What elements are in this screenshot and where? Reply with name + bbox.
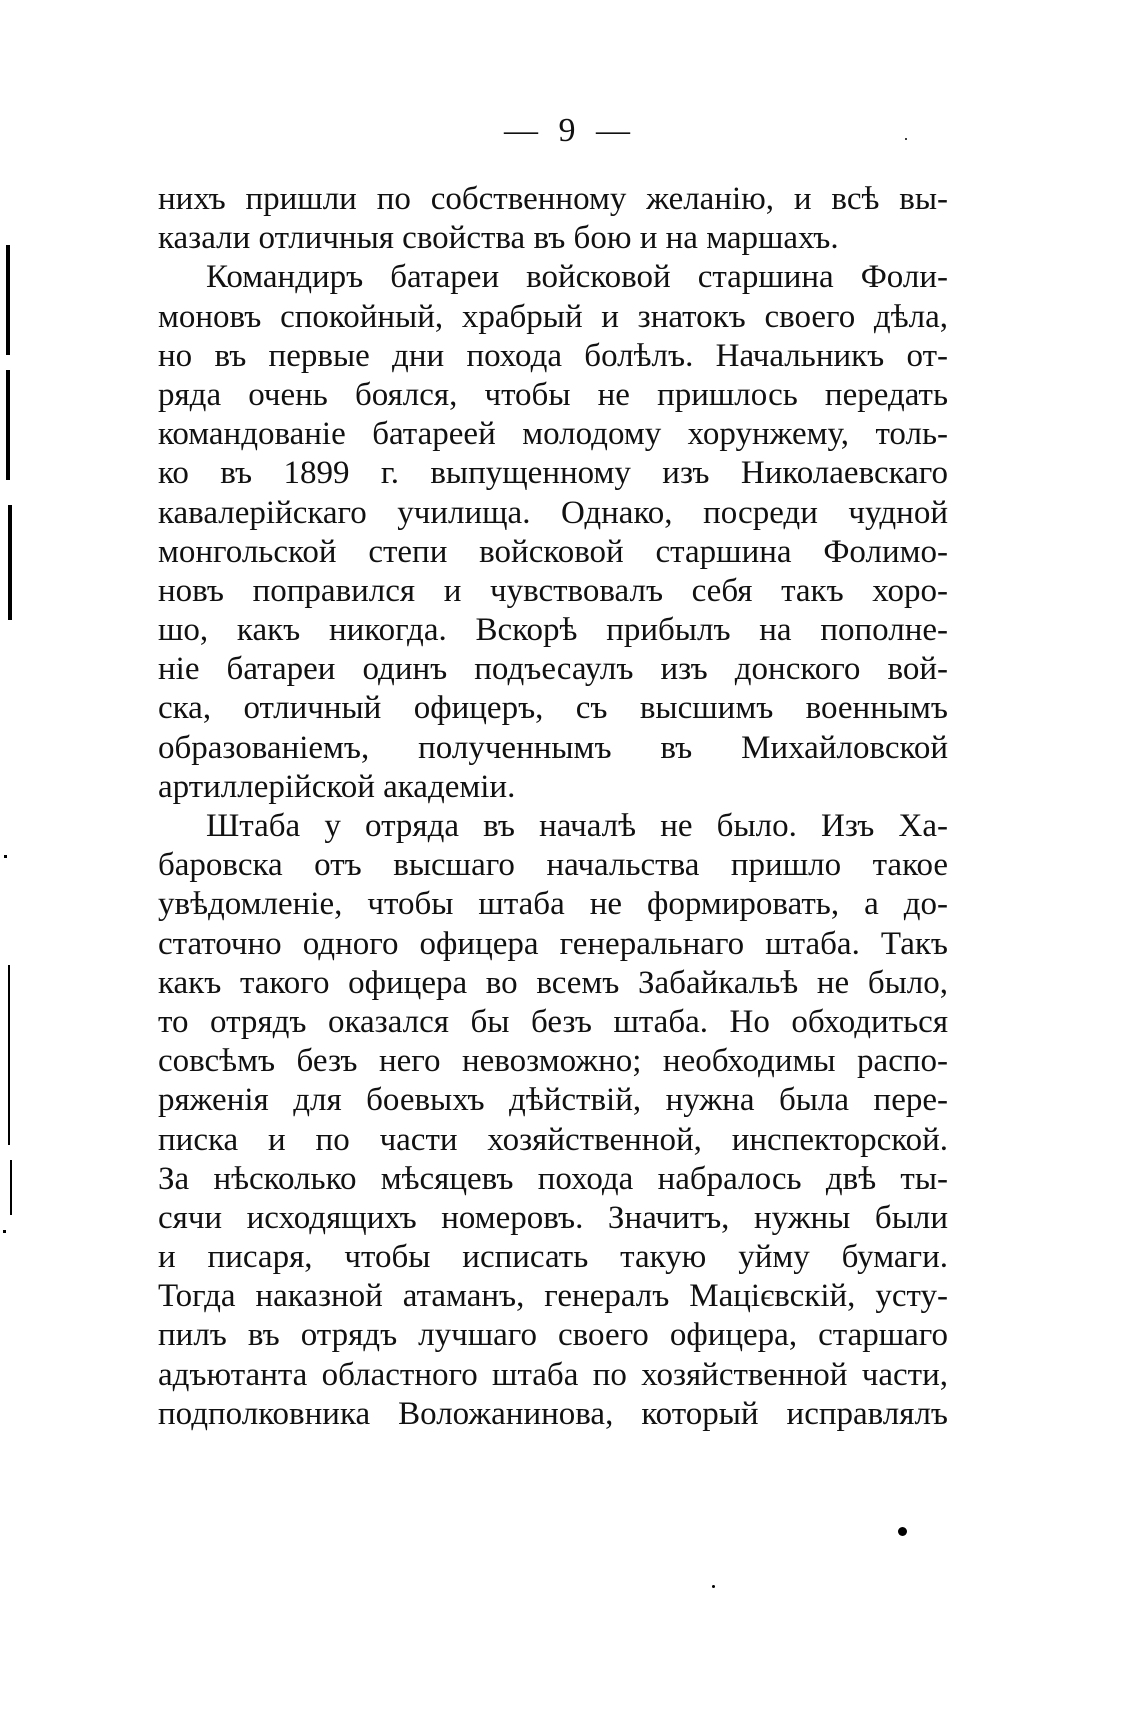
text-line: адъютанта областного штаба по хозяйственной части, [158, 1356, 948, 1393]
text-line: нихъ пришли по собственному желанію, и всѣ вы- [158, 181, 948, 217]
text-line: Штаба у отряда въ началѣ не было. Изъ Ха- [206, 808, 948, 844]
text-line: Тогда наказной атаманъ, генералъ Мацієвскій, усту- [158, 1278, 948, 1315]
text-line: подполковника Воложанинова, который исправлялъ [158, 1395, 948, 1432]
text-line: сячи исходящихъ номеровъ. Значитъ, нужны были [158, 1199, 948, 1236]
ink-dot [712, 1585, 715, 1588]
text-line: пилъ въ отрядъ лучшаго своего офицера, старшаго [158, 1317, 948, 1354]
margin-scan-tick [3, 1230, 6, 1233]
text-line: ко въ 1899 г. выпущенному изъ Николаевскаго [158, 455, 948, 492]
text-line: баровска отъ высшаго начальства пришло такое [158, 847, 948, 884]
text-line: то отрядъ оказался бы безъ штаба. Но обходиться [158, 1003, 948, 1040]
text-line: артиллерійской академіи. [158, 768, 516, 805]
margin-scan-line [6, 370, 10, 480]
text-line: и писаря, чтобы исписать такую уйму бумаги. [158, 1239, 948, 1276]
text-line: Командиръ батареи войсковой старшина Фоли- [206, 259, 948, 296]
text-line: ніе батареи одинъ подъесаулъ изъ донского вой- [158, 651, 948, 688]
text-line: За нѣсколько мѣсяцевъ похода набралось двѣ ты- [158, 1160, 948, 1197]
text-line: монгольской степи войсковой старшина Фолимо- [158, 533, 948, 570]
text-line: кавалерійскаго училища. Однако, посреди чудной [158, 494, 948, 531]
margin-scan-tick [4, 855, 7, 858]
page-number: — 9 — [504, 112, 636, 149]
text-line: ряженія для боевыхъ дѣйствій, нужна была пере- [158, 1082, 948, 1119]
text-line: какъ такого офицера во всемъ Забайкальѣ не было, [158, 964, 948, 1001]
text-line: шо, какъ никогда. Вскорѣ прибылъ на пополне- [158, 612, 948, 649]
text-line: совсѣмъ безъ него невозможно; необходимы распо- [158, 1043, 948, 1080]
text-line: командованіе батареей молодому хорунжему, толь- [158, 416, 948, 453]
text-line: образованіемъ, полученнымъ въ Михайловской [158, 729, 948, 766]
text-line: увѣдомленіе, чтобы штаба не формировать, а до- [158, 886, 948, 923]
margin-scan-line [10, 1160, 12, 1215]
text-line: моновъ спокойный, храбрый и знатокъ своего дѣла, [158, 298, 948, 335]
text-line: ряда очень боялся, чтобы не пришлось передать [158, 376, 948, 413]
text-line: писка и по части хозяйственной, инспекторской. [158, 1121, 948, 1158]
text-line: казали отличныя свойства въ бою и на маршахъ. [158, 220, 839, 257]
body-text [158, 180, 948, 1434]
text-line: новъ поправился и чувствовалъ себя такъ хоро- [158, 572, 948, 609]
ink-dot [905, 138, 907, 140]
text-line: статочно одного офицера генеральнаго штаба. Такъ [158, 925, 948, 962]
margin-scan-line [8, 965, 10, 1145]
text-line: но въ первые дни похода болѣлъ. Начальникъ от- [158, 337, 948, 374]
text-line: ска, отличный офицеръ, съ высшимъ военнымъ [158, 690, 948, 727]
margin-scan-line [6, 245, 10, 355]
margin-scan-line [8, 505, 12, 620]
ink-dot [898, 1527, 907, 1536]
